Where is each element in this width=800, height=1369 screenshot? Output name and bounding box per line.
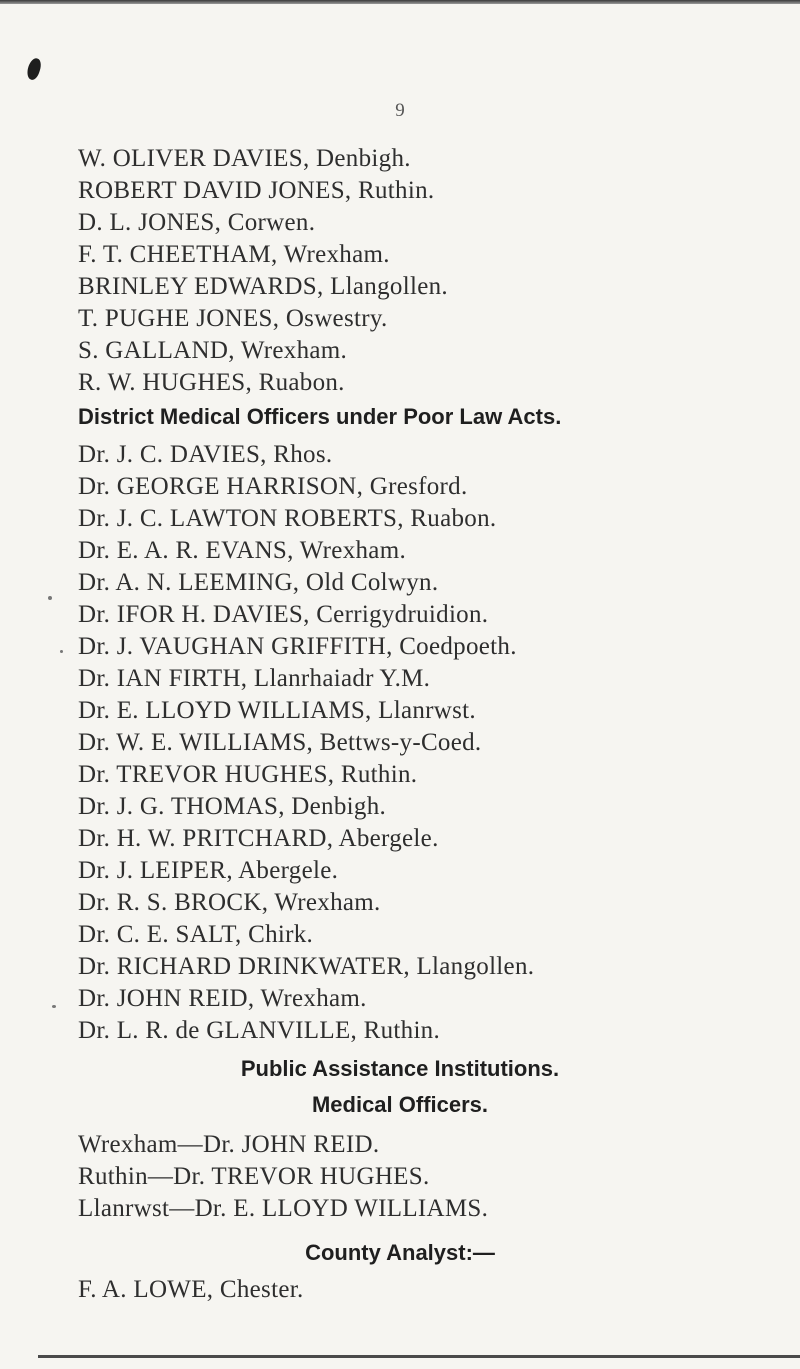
section-heading-county-analyst: County Analyst:—: [305, 1240, 495, 1265]
list-item: Dr. RICHARD DRINKWATER, Llangollen.: [78, 953, 535, 980]
bottom-edge-rule: [38, 1355, 800, 1358]
top-edge-rule: [0, 0, 800, 4]
list-item: R. W. HUGHES, Ruabon.: [78, 369, 345, 396]
section-subheading-medical-officers: Medical Officers.: [311, 1092, 489, 1117]
list-item: Dr. R. S. BROCK, Wrexham.: [78, 889, 381, 916]
list-item: Dr. IFOR H. DAVIES, Cerrigydruidion.: [78, 601, 489, 628]
list-item: ROBERT DAVID JONES, Ruthin.: [78, 177, 435, 204]
section-heading-public-assistance: Public Assistance Institutions.: [240, 1056, 560, 1081]
list-item: Dr. GEORGE HARRISON, Gresford.: [78, 473, 468, 500]
ink-blot: [25, 57, 43, 82]
list-item: F. T. CHEETHAM, Wrexham.: [78, 241, 390, 268]
list-item: Dr. E. LLOYD WILLIAMS, Llanrwst.: [78, 697, 476, 724]
list-item: BRINLEY EDWARDS, Llangollen.: [78, 273, 448, 300]
list-item: Dr. J. G. THOMAS, Denbigh.: [78, 793, 387, 820]
list-item: Dr. J. LEIPER, Abergele.: [78, 857, 339, 884]
print-speck: [52, 1005, 56, 1008]
list-item: Dr. C. E. SALT, Chirk.: [78, 921, 314, 948]
print-speck: [60, 650, 63, 653]
list-item: W. OLIVER DAVIES, Denbigh.: [78, 145, 411, 172]
list-item: Dr. J. C. DAVIES, Rhos.: [78, 441, 333, 468]
list-item: Dr. J. C. LAWTON ROBERTS, Ruabon.: [78, 505, 497, 532]
list-item: S. GALLAND, Wrexham.: [78, 337, 348, 364]
section-heading-district: District Medical Officers under Poor Law Acts.: [78, 404, 562, 429]
list-item: Dr. IAN FIRTH, Llanrhaiadr Y.M.: [78, 665, 431, 692]
list-item: F. A. LOWE, Chester.: [78, 1276, 304, 1303]
list-item: Dr. JOHN REID, Wrexham.: [78, 985, 367, 1012]
list-item: Dr. L. R. de GLANVILLE, Ruthin.: [78, 1017, 441, 1044]
list-item: Dr. H. W. PRITCHARD, Abergele.: [78, 825, 439, 852]
list-item: Dr. W. E. WILLIAMS, Bettws-y-Coed.: [78, 729, 482, 756]
list-item: T. PUGHE JONES, Oswestry.: [78, 305, 388, 332]
list-item: Dr. J. VAUGHAN GRIFFITH, Coedpoeth.: [78, 633, 517, 660]
list-item: Ruthin—Dr. TREVOR HUGHES.: [78, 1163, 430, 1190]
list-item: Dr. A. N. LEEMING, Old Colwyn.: [78, 569, 439, 596]
print-speck: [48, 596, 52, 600]
page-number: 9: [395, 100, 405, 121]
list-item: Wrexham—Dr. JOHN REID.: [78, 1131, 380, 1158]
list-item: Dr. E. A. R. EVANS, Wrexham.: [78, 537, 406, 564]
list-item: D. L. JONES, Corwen.: [78, 209, 316, 236]
list-item: Dr. TREVOR HUGHES, Ruthin.: [78, 761, 418, 788]
list-item: Llanrwst—Dr. E. LLOYD WILLIAMS.: [78, 1195, 489, 1222]
